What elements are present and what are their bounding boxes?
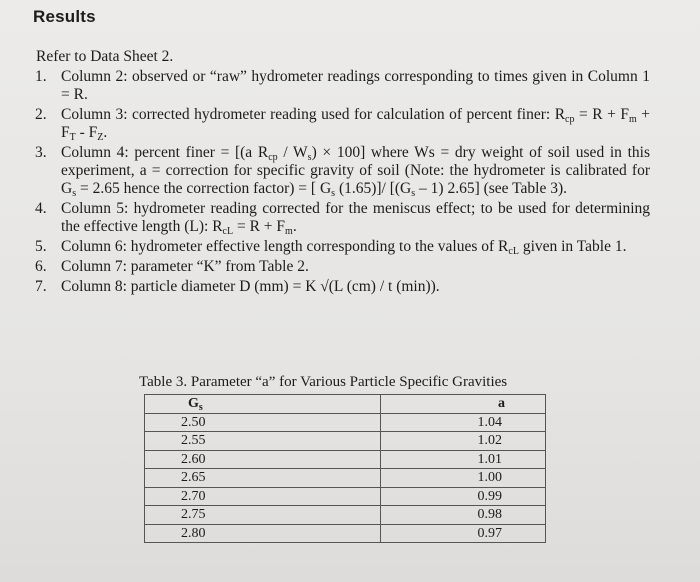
table-caption: Table 3. Parameter “a” for Various Particle Specific Gravities: [139, 374, 508, 390]
list-item: [30, 200, 650, 236]
item-text: – 1) 2.65] (see Table 3).: [415, 180, 568, 197]
item-text: .: [292, 218, 297, 235]
subscript: m: [628, 114, 637, 125]
cell-gs: 2.50: [145, 413, 381, 432]
list-item: [30, 258, 650, 276]
table-row: [145, 413, 546, 432]
table-header-row: [145, 395, 546, 414]
item-number: 7.: [35, 278, 47, 295]
subscript: s: [331, 188, 336, 199]
subscript: cp: [268, 152, 278, 163]
item-text: Column 5: hydrometer reading corrected for the meniscus effect; to be used for determining the effective length (L): R: [61, 200, 650, 235]
steps-list: [30, 68, 650, 298]
item-text: Column 2: observed or “raw” hydrometer readings corresponding to times given in Column 1 = R.: [61, 68, 650, 103]
cell-gs: 2.75: [145, 506, 381, 525]
cell-gs: 2.80: [145, 524, 381, 543]
item-text: (1.65)]/ [(G: [335, 180, 412, 197]
column-header-gs: [145, 395, 381, 414]
table-row: [145, 524, 546, 543]
subscript: m: [285, 226, 293, 237]
item-text: Column 3: corrected hydrometer reading used for calculation of percent finer: R: [61, 106, 566, 123]
table-row: [145, 469, 546, 488]
list-item: [30, 238, 650, 256]
cell-a: 0.99: [381, 487, 546, 506]
item-text: + F: [61, 106, 650, 141]
header-text: G: [188, 396, 199, 411]
subscript: cL: [508, 246, 519, 257]
table-row: [145, 432, 546, 451]
intro-text: Refer to Data Sheet 2.: [36, 48, 174, 65]
list-item: [30, 144, 650, 198]
cell-gs: 2.60: [145, 450, 381, 469]
table-row: [145, 487, 546, 506]
cell-gs: 2.70: [145, 487, 381, 506]
item-number: 2.: [35, 106, 47, 123]
item-text: Column 7: parameter “K” from Table 2.: [61, 258, 309, 275]
item-number: 1.: [35, 68, 47, 85]
column-header-a: a: [381, 395, 546, 414]
subscript: cL: [222, 226, 234, 237]
cell-a: 1.02: [381, 432, 546, 451]
subscript: Z: [97, 132, 104, 143]
table-row: [145, 450, 546, 469]
subscript: s: [198, 402, 203, 413]
cell-gs: 2.65: [145, 469, 381, 488]
list-item: [30, 278, 650, 296]
item-text: Column 4: percent finer = [(a R: [61, 144, 269, 161]
item-text: Column 6: hydrometer effective length corresponding to the values of R: [61, 238, 509, 255]
list-item: [30, 68, 650, 104]
item-number: 6.: [35, 258, 47, 275]
item-text: = 2.65 hence the correction factor) = [ G: [76, 180, 332, 197]
item-text: Column 8: particle diameter D (mm) = K √(L (cm) / t (min)).: [61, 278, 440, 295]
cell-a: 1.04: [381, 413, 546, 432]
item-text: ) × 100] where Ws = dry weight of soil used in this experiment, a = correction for specific gravity of soil (Note: the hydrometer is calibrated for G: [61, 144, 650, 197]
list-item: [30, 106, 650, 142]
item-number: 4.: [35, 200, 47, 217]
subscript: s: [411, 188, 416, 199]
cell-a: 0.97: [381, 524, 546, 543]
specific-gravity-table: [144, 394, 546, 543]
table-row: [145, 506, 546, 525]
cell-a: 1.01: [381, 450, 546, 469]
item-text: / W: [277, 144, 308, 161]
cell-gs: 2.55: [145, 432, 381, 451]
item-text: .: [103, 124, 108, 141]
item-text: = R + F: [574, 106, 629, 123]
item-text: given in Table 1.: [518, 238, 627, 255]
item-number: 5.: [35, 238, 47, 255]
subscript: s: [307, 152, 312, 163]
item-number: 3.: [35, 144, 47, 161]
item-text: = R + F: [233, 218, 286, 235]
subscript: s: [72, 188, 77, 199]
cell-a: 0.98: [381, 506, 546, 525]
item-text: - F: [75, 124, 98, 141]
cell-a: 1.00: [381, 469, 546, 488]
subscript: T: [69, 132, 76, 143]
subscript: cp: [565, 114, 575, 125]
page-title: Results: [33, 7, 96, 26]
